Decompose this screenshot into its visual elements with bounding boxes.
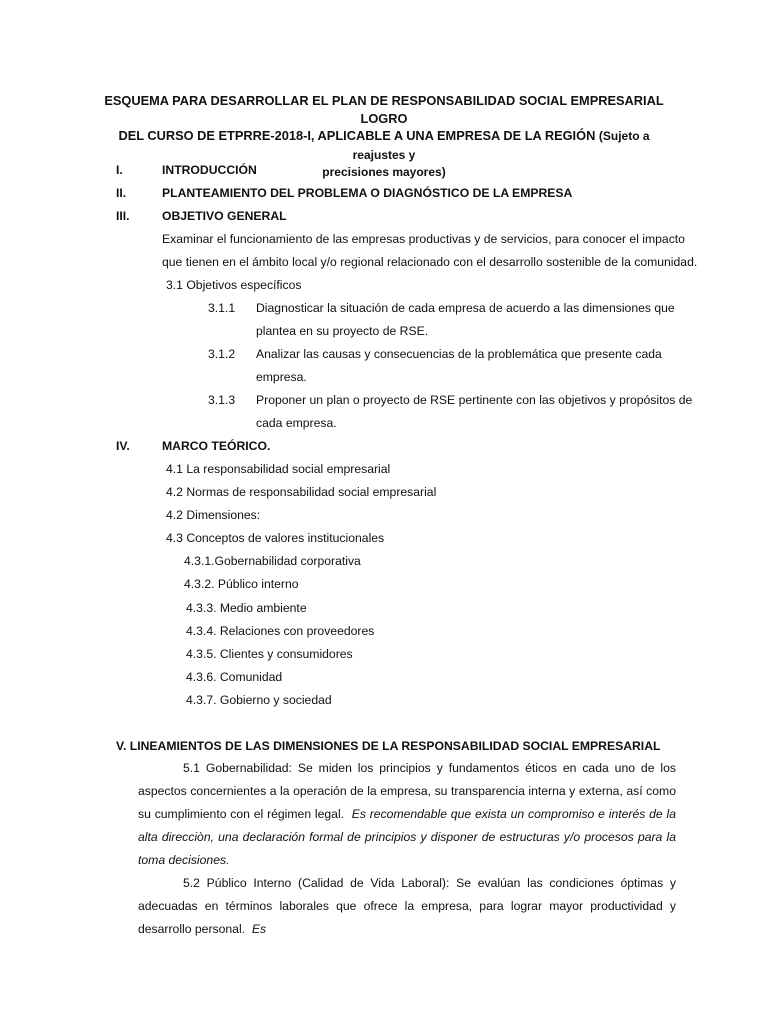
paragraph-text: 5.1 Gobernabilidad: Se miden los principios y fundamentos éticos en cada uno de los aspectos concernientes a la operación de la empresa, su transparencia interna y externa, así como su cumplimiento con el régimen legal. [138, 761, 676, 821]
paragraph-italic-text: Es [251, 922, 267, 936]
objective-text-cont: empresa. [256, 370, 307, 384]
objetivo-text-line-2: que tienen en el ámbito local y/o regional relacionado con el desarrollo sostenible de la comunidad. [162, 255, 698, 269]
section-number: IV. [116, 439, 130, 453]
title-line-1: ESQUEMA PARA DESARROLLAR EL PLAN DE RESPONSABILIDAD SOCIAL EMPRESARIAL LOGRO [104, 93, 664, 126]
paragraph-publico-interno [138, 872, 676, 941]
marco-subitem: 4.3.6. Comunidad [186, 670, 283, 684]
marco-subitem: 4.3.3. Medio ambiente [186, 601, 307, 615]
marco-item: 4.2 Dimensiones: [166, 508, 261, 522]
section-number: III. [116, 209, 130, 223]
marco-item: 4.2 Normas de responsabilidad social empresarial [166, 485, 437, 499]
paragraph-italic-text: Es recomendable que exista un compromiso e interés de la alta direcciòn, una declaración formal de principios y disponer de estructuras y/o procesos para la toma decisiones. [138, 807, 677, 867]
objetivos-especificos-heading: 3.1 Objetivos específicos [166, 278, 302, 292]
marco-subitem: 4.3.7. Gobierno y sociedad [186, 693, 332, 707]
objective-number: 3.1.1 [208, 301, 236, 315]
paragraph-gobernabilidad [138, 757, 676, 872]
objective-text-cont: plantea en su proyecto de RSE. [256, 324, 429, 338]
objetivo-text-line-1: Examinar el funcionamiento de las empresas productivas y de servicios, para conocer el impacto [162, 232, 685, 246]
marco-subitem: 4.3.1.Gobernabilidad corporativa [184, 554, 361, 568]
section-heading-marco-teorico: MARCO TEÓRICO. [162, 439, 271, 453]
marco-subitem: 4.3.2. Público interno [184, 577, 299, 591]
objective-number: 3.1.2 [208, 347, 236, 361]
marco-item: 4.1 La responsabilidad social empresarial [166, 462, 391, 476]
objective-text: Diagnosticar la situación de cada empresa de acuerdo a las dimensiones que [256, 301, 675, 315]
title-line-2-paren: (Sujeto a reajustes y [352, 129, 650, 162]
title-line-2 [96, 127, 672, 164]
section-heading-objetivo-general: OBJETIVO GENERAL [162, 209, 287, 223]
objective-number: 3.1.3 [208, 393, 236, 407]
title-line-3: precisiones mayores) [322, 165, 446, 179]
paragraph-text: 5.2 Público Interno (Calidad de Vida Laboral): Se evalúan las condiciones óptimas y adecuadas en términos laborales que ofrece la empresa, para lograr mayor productividad y desarrollo personal. [138, 876, 676, 936]
section-heading-introduccion: INTRODUCCIÓN [162, 163, 257, 177]
marco-item: 4.3 Conceptos de valores institucionales [166, 531, 385, 545]
objective-text: Analizar las causas y consecuencias de la problemática que presente cada [256, 347, 662, 361]
title-line-2-main: DEL CURSO DE ETPRRE-2018-I, APLICABLE A UNA EMPRESA DE LA REGIÓN [118, 128, 596, 143]
objective-text-cont: cada empresa. [256, 416, 337, 430]
section-heading-planteamiento: PLANTEAMIENTO DEL PROBLEMA O DIAGNÓSTICO DE LA EMPRESA [162, 186, 573, 200]
marco-subitem: 4.3.4. Relaciones con proveedores [186, 624, 375, 638]
section-number: II. [116, 186, 127, 200]
section-number: I. [116, 163, 123, 177]
marco-subitem: 4.3.5. Clientes y consumidores [186, 647, 353, 661]
objective-text: Proponer un plan o proyecto de RSE pertinente con las objetivos y propósitos de [256, 393, 693, 407]
section-heading-lineamientos: V. LINEAMIENTOS DE LAS DIMENSIONES DE LA RESPONSABILIDAD SOCIAL EMPRESARIAL [116, 739, 661, 753]
